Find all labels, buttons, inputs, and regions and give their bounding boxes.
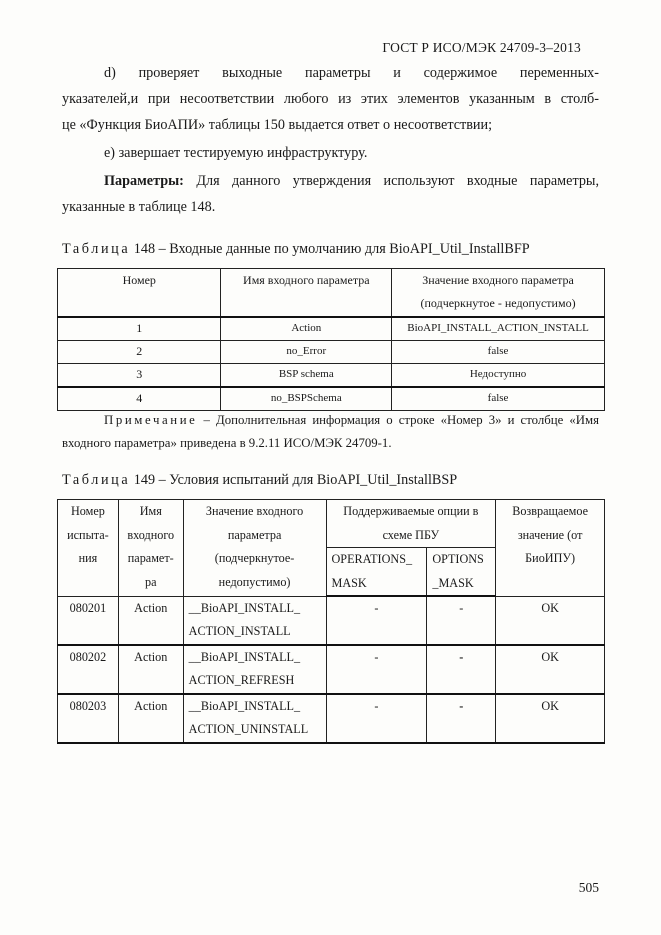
header-param-value-line2: (подчеркнутое - недопустимо) <box>420 296 576 310</box>
table149-caption-text: 149 – Условия испытаний для BioAPI_Util_InstallBSP <box>130 472 458 488</box>
paragraph-d-line3: це «Функция БиоАПИ» таблицы 150 выдается ответ о несоответствии; <box>62 117 493 133</box>
header-input-name-line1: Имя <box>139 504 162 518</box>
paragraph-d-line1: d) проверяет выходные параметры и содержимое переменных- <box>104 65 599 81</box>
header-options-mask-line2: _MASK <box>432 575 474 590</box>
paragraph-parameters-line1 <box>62 168 599 194</box>
header-input-name-line3: парамет- <box>127 551 174 565</box>
header-input-name <box>118 500 183 597</box>
header-test-number-line2: испыта- <box>67 527 109 542</box>
cell-param-name: BSP schema <box>221 364 392 388</box>
table149-caption <box>62 472 457 489</box>
table148-caption <box>62 241 530 258</box>
header-return-value-line2: значение (от <box>517 527 583 542</box>
cell-param-value: BioAPI_INSTALL_ACTION_INSTALL <box>392 317 605 341</box>
cell-input-value <box>183 645 326 694</box>
cell-input-name: Action <box>118 596 183 645</box>
document-header: ГОСТ Р ИСО/МЭК 24709-3–2013 <box>382 40 581 55</box>
header-return-value-line1: Возвращаемое <box>512 504 589 518</box>
cell-input-value-line1: __BioAPI_INSTALL_ <box>188 649 301 664</box>
table-row <box>58 364 605 388</box>
note-line1 <box>62 409 599 431</box>
paragraph-parameters-line2: указанные в таблице 148. <box>62 199 216 215</box>
header-return-value-line3: БиоИПУ) <box>525 551 576 565</box>
cell-input-value <box>183 596 326 645</box>
paragraph-d-line2: указателей,и при несоответствии любого из этих элементов указанным в столб- <box>62 91 599 107</box>
header-test-number <box>58 500 119 597</box>
header-input-value-line1: Значение входного <box>205 504 304 518</box>
cell-test-number: 080202 <box>58 645 119 694</box>
page-number: 505 <box>578 880 599 895</box>
note-word: Примечание <box>104 413 198 427</box>
table-row <box>58 694 605 743</box>
header-test-number-line1: Номер <box>70 504 105 518</box>
header-input-value-line3: (подчеркнутое- <box>214 551 295 565</box>
cell-operations-mask: - <box>326 596 427 645</box>
parameters-text: Для данного утверждения используют входные параметры, <box>183 173 599 189</box>
header-input-value <box>183 500 326 597</box>
header-input-value-line4: недопустимо) <box>218 574 291 589</box>
table-row <box>58 341 605 364</box>
cell-input-value-line1: __BioAPI_INSTALL_ <box>188 698 301 713</box>
cell-number: 2 <box>58 341 221 364</box>
header-operations-mask-line2: MASK <box>331 575 367 590</box>
note-text: – Дополнительная информация о строке «Номер 3» и столбце «Имя <box>197 413 599 427</box>
header-input-name-line2: входного <box>127 527 175 542</box>
cell-param-name: Action <box>221 317 392 341</box>
table148-caption-word: Таблица <box>62 241 131 257</box>
header-supported-options-line1: Поддерживаемые опции в <box>343 504 479 518</box>
cell-input-name: Action <box>118 694 183 743</box>
cell-param-value: Недоступно <box>392 364 605 388</box>
table-row <box>58 596 605 645</box>
cell-input-name: Action <box>118 645 183 694</box>
header-param-value <box>392 269 605 318</box>
header-supported-options-line2: схеме ПБУ <box>382 527 440 542</box>
cell-input-value-line2: ACTION_INSTALL <box>188 624 291 638</box>
header-return-value <box>496 500 605 597</box>
note-line2: входного параметра» приведена в 9.2.11 ИСО/МЭК 24709-1. <box>62 436 392 450</box>
cell-param-name: no_Error <box>221 341 392 364</box>
table-header-row <box>58 500 605 548</box>
header-supported-options <box>326 500 496 548</box>
cell-input-value-line1: __BioAPI_INSTALL_ <box>188 600 301 615</box>
cell-input-value <box>183 694 326 743</box>
table-149 <box>57 499 605 744</box>
cell-options-mask: - <box>427 596 496 645</box>
cell-input-value-line2: ACTION_UNINSTALL <box>188 722 309 736</box>
table-row <box>58 317 605 341</box>
header-options-mask <box>427 548 496 597</box>
cell-return-value: OK <box>496 596 605 645</box>
cell-param-name: no_BSPSchema <box>221 387 392 411</box>
cell-return-value: OK <box>496 645 605 694</box>
header-number: Номер <box>58 269 221 318</box>
cell-return-value: OK <box>496 694 605 743</box>
paragraph-e: е) завершает тестируемую инфраструктуру. <box>104 145 368 161</box>
table-148 <box>57 268 605 411</box>
header-input-value-line2: параметра <box>227 527 282 542</box>
cell-test-number: 080201 <box>58 596 119 645</box>
cell-input-value-line2: ACTION_REFRESH <box>188 673 295 687</box>
cell-options-mask: - <box>427 645 496 694</box>
header-param-name: Имя входного параметра <box>221 269 392 318</box>
header-operations-mask <box>326 548 427 597</box>
cell-param-value: false <box>392 341 605 364</box>
table149-caption-word: Таблица <box>62 472 131 488</box>
header-input-name-line4: ра <box>144 574 157 589</box>
table-row <box>58 387 605 411</box>
cell-number: 1 <box>58 317 221 341</box>
cell-options-mask: - <box>427 694 496 743</box>
table148-caption-text: 148 – Входные данные по умолчанию для BioAPI_Util_InstallBFP <box>130 241 530 257</box>
cell-number: 4 <box>58 387 221 411</box>
cell-number: 3 <box>58 364 221 388</box>
table-header-row <box>58 269 605 318</box>
cell-test-number: 080203 <box>58 694 119 743</box>
cell-param-value: false <box>392 387 605 411</box>
cell-operations-mask: - <box>326 645 427 694</box>
header-param-value-line1: Значение входного параметра <box>422 273 574 287</box>
header-options-mask-line1: OPTIONS <box>432 552 484 566</box>
header-test-number-line3: ния <box>78 551 98 565</box>
header-operations-mask-line1: OPERATIONS_ <box>331 552 413 566</box>
parameters-label: Параметры: <box>104 173 184 189</box>
table-row <box>58 645 605 694</box>
cell-operations-mask: - <box>326 694 427 743</box>
